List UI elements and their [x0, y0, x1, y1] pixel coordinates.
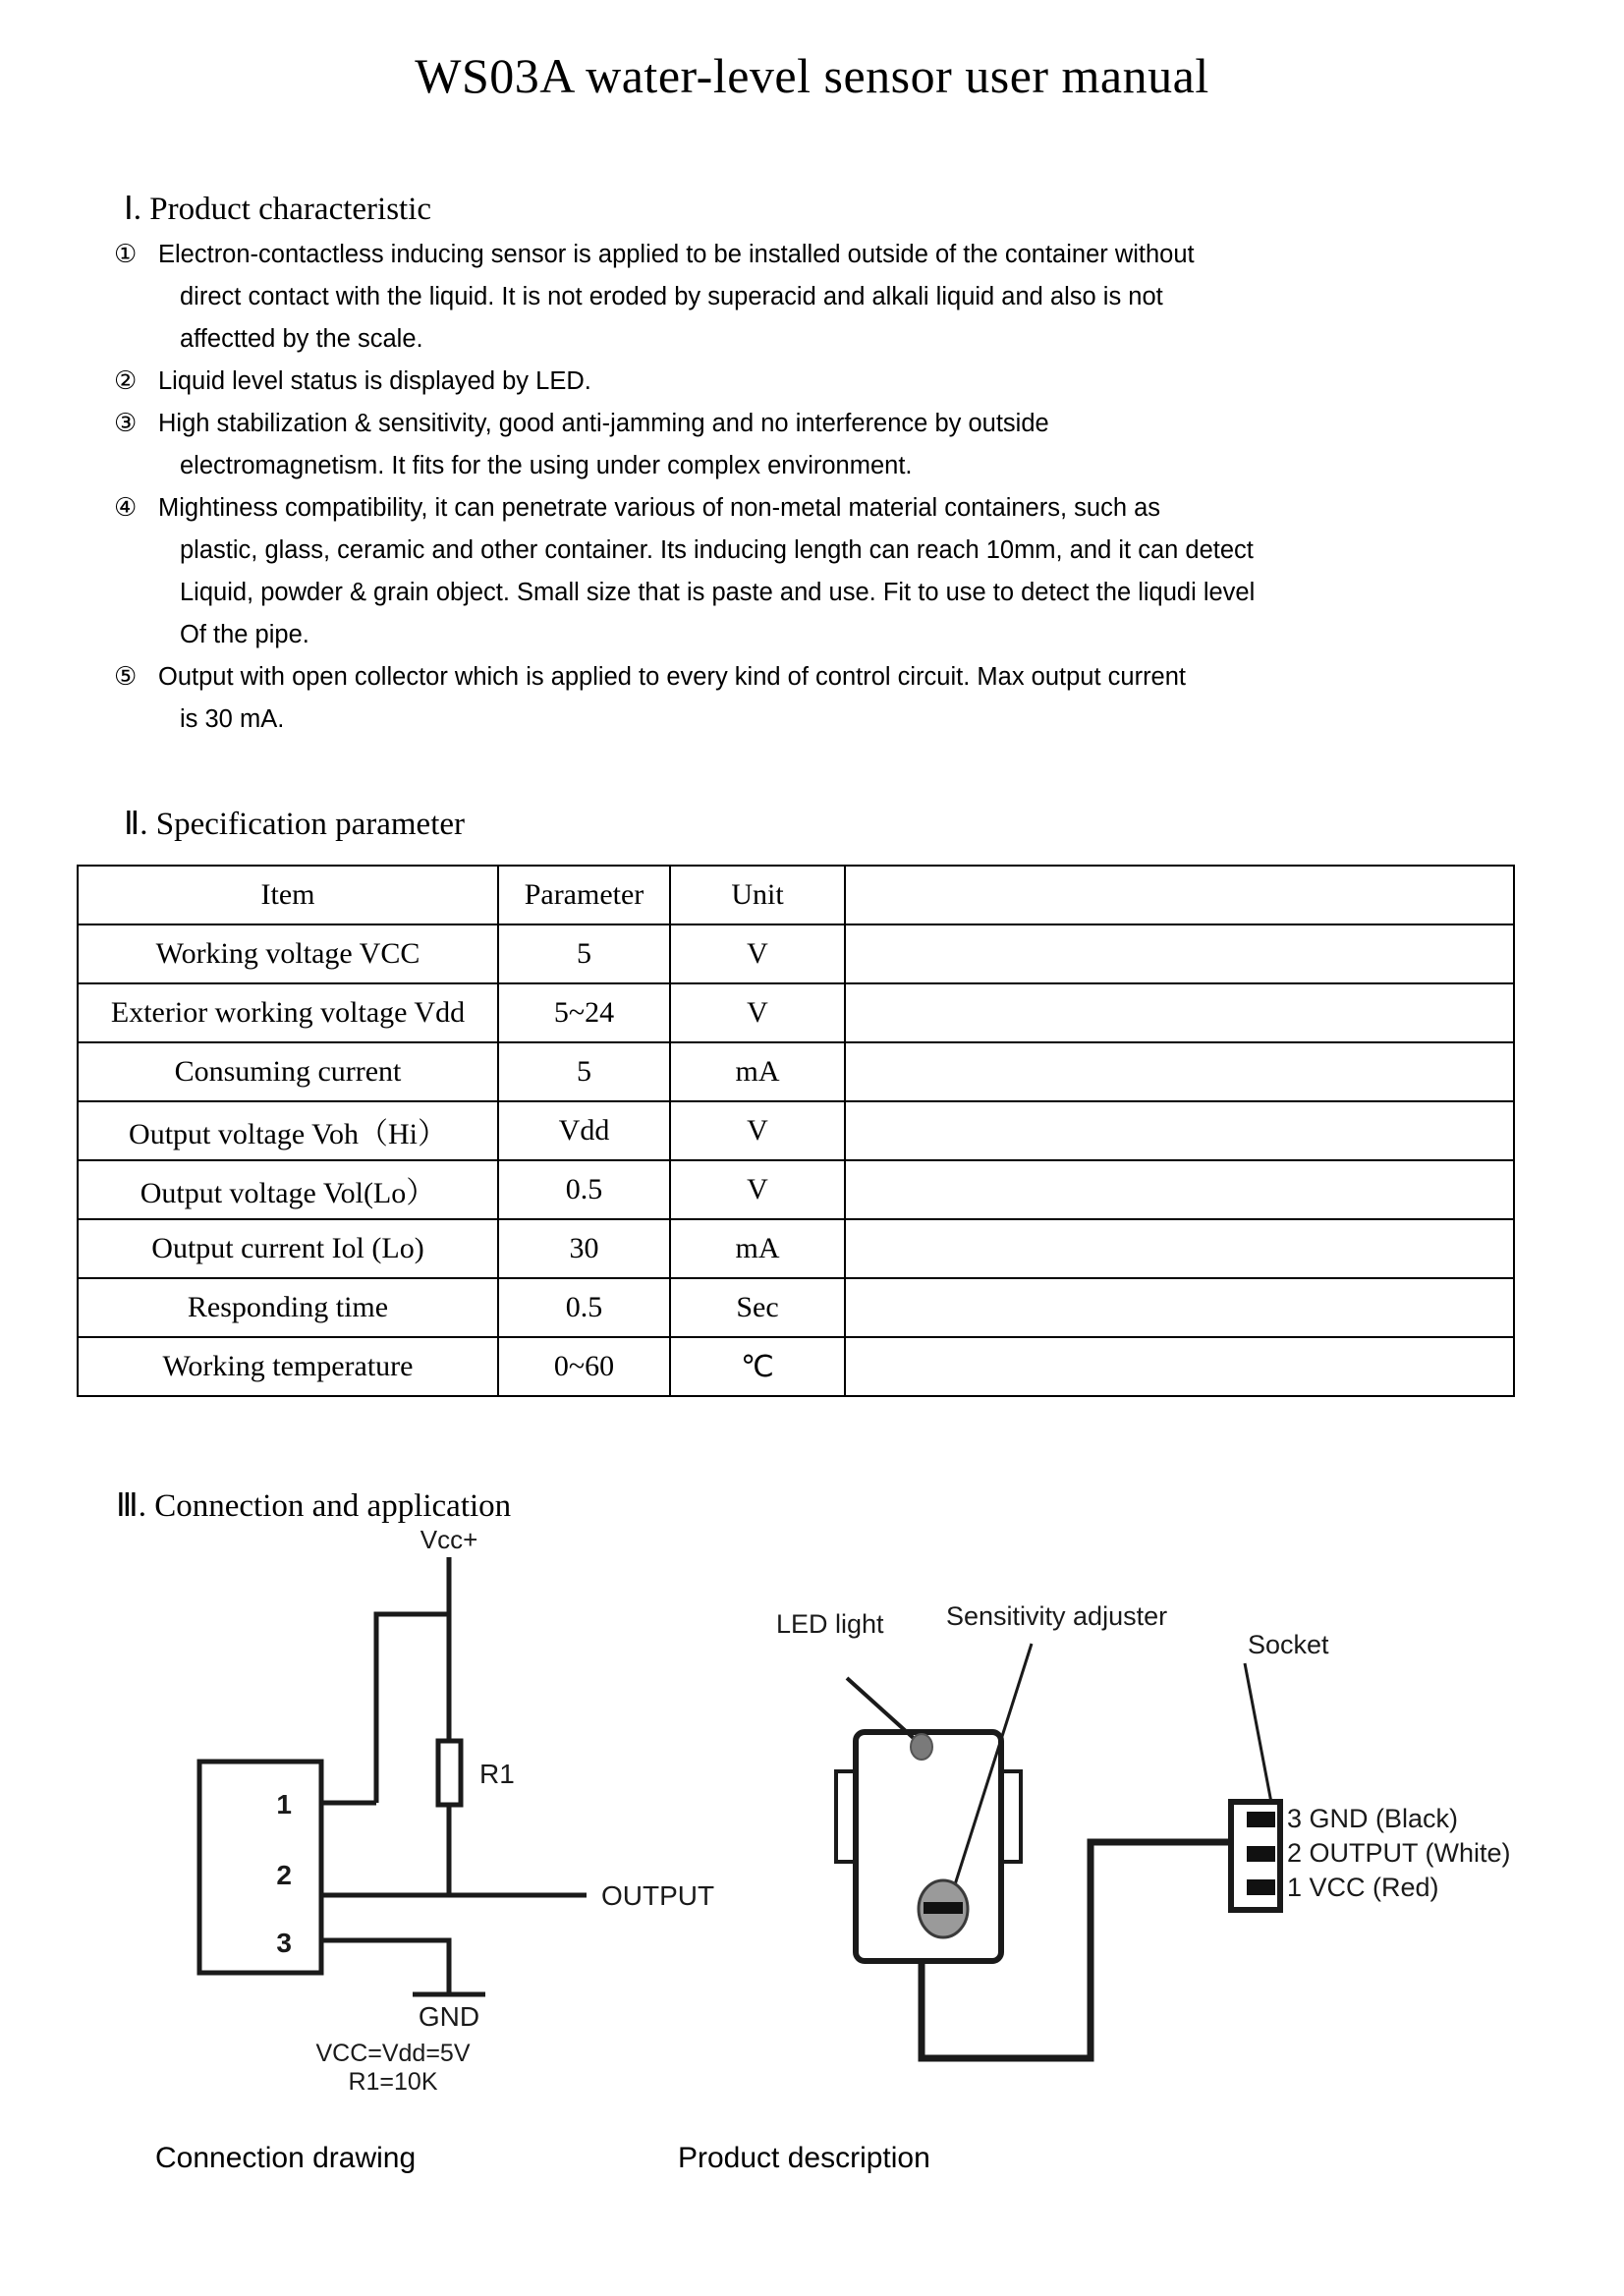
- table-cell-blank: [845, 1219, 1514, 1278]
- table-cell-parameter: 5: [498, 1042, 670, 1101]
- socket-label: Socket: [1248, 1630, 1329, 1659]
- text-line: High stabilization & sensitivity, good anti-jamming and no interference by outside: [158, 410, 1049, 437]
- socket-leader-line: [1245, 1663, 1272, 1808]
- output-label: OUTPUT: [601, 1880, 715, 1911]
- table-cell-unit: ℃: [670, 1337, 845, 1396]
- table-cell-unit: Sec: [670, 1278, 845, 1337]
- pin-1-label: 1: [276, 1789, 292, 1820]
- text-line: plastic, glass, ceramic and other container. Its inducing length can reach 10mm, and it can detect: [180, 536, 1254, 564]
- table-cell-unit: mA: [670, 1042, 845, 1101]
- table-cell-parameter: 0.5: [498, 1160, 670, 1219]
- product-characteristic-list: [114, 234, 1489, 741]
- table-cell-blank: [845, 1042, 1514, 1101]
- sensitivity-adjuster-label: Sensitivity adjuster: [946, 1601, 1168, 1631]
- table-cell-parameter: 30: [498, 1219, 670, 1278]
- socket-pin-2-label: 2 OUTPUT (White): [1287, 1838, 1511, 1868]
- socket-pin-1-label: 1 VCC (Red): [1287, 1873, 1439, 1902]
- text-line: Output with open collector which is applied to every kind of control circuit. Max output current: [158, 663, 1187, 691]
- table-cell-blank: [845, 1101, 1514, 1160]
- circuit-note-line1: VCC=Vdd=5V: [315, 2040, 471, 2067]
- product-description-drawing: [776, 1601, 1511, 2058]
- table-cell-item: Output voltage Voh（Hi）: [78, 1101, 498, 1160]
- socket-pin-3-label: 3 GND (Black): [1287, 1804, 1459, 1833]
- table-cell-parameter: 5~24: [498, 983, 670, 1042]
- socket-pin-2: [1247, 1846, 1275, 1862]
- section-heading-specification-parameter: Ⅱ. Specification parameter: [124, 807, 465, 842]
- table-header-row: [78, 866, 1514, 924]
- list-marker: ②: [114, 366, 138, 396]
- text-line: affectted by the scale.: [180, 325, 423, 353]
- list-item-text: [158, 487, 1489, 656]
- table-cell-unit: mA: [670, 1219, 845, 1278]
- list-item: [114, 403, 1489, 487]
- table-row: [78, 1160, 1514, 1219]
- table-header-cell: [845, 866, 1514, 924]
- table-cell-item: Consuming current: [78, 1042, 498, 1101]
- list-item-text: [158, 234, 1489, 361]
- list-item-text: [158, 403, 1489, 487]
- page-title: WS03A water-level sensor user manual: [415, 48, 1209, 103]
- table-header-cell: Unit: [670, 866, 845, 924]
- text-line: Liquid, powder & grain object. Small size that is paste and use. Fit to use to detect the liqudi level: [180, 579, 1256, 606]
- socket-pin-1: [1247, 1879, 1275, 1895]
- list-item-text: [158, 361, 1489, 403]
- gnd-wire: [321, 1940, 449, 1994]
- text-line: Of the pipe.: [180, 621, 309, 648]
- table-row: [78, 924, 1514, 983]
- table-cell-item: Output voltage Vol(Lo）: [78, 1160, 498, 1219]
- caption-connection-drawing: Connection drawing: [155, 2142, 417, 2174]
- diagrams-area: [0, 1523, 1624, 2152]
- table-cell-item: Exterior working voltage Vdd: [78, 983, 498, 1042]
- caption-product-description: Product description: [678, 2142, 930, 2174]
- table-header-cell: Item: [78, 866, 498, 924]
- list-marker: ④: [114, 493, 138, 523]
- text-line: direct contact with the liquid. It is not eroded by superacid and alkali liquid and also is not: [180, 283, 1163, 310]
- led-light-label: LED light: [776, 1609, 884, 1639]
- circuit-note-line2: R1=10K: [348, 2068, 438, 2096]
- connection-drawing: [199, 1525, 714, 2096]
- section-heading-connection-and-application: Ⅲ. Connection and application: [116, 1488, 512, 1524]
- led-indicator-icon: [911, 1734, 932, 1760]
- text-line: is 30 mA.: [180, 705, 285, 733]
- table-row: [78, 1219, 1514, 1278]
- resistor-label: R1: [479, 1759, 515, 1789]
- socket-pin-3: [1247, 1812, 1275, 1827]
- table-row: [78, 1278, 1514, 1337]
- table-cell-unit: V: [670, 1160, 845, 1219]
- list-marker: ③: [114, 409, 138, 438]
- table-cell-unit: V: [670, 924, 845, 983]
- table-row: [78, 1101, 1514, 1160]
- section-heading-product-characteristic: Ⅰ. Product characteristic: [124, 192, 432, 227]
- resistor-r1-symbol: [438, 1741, 461, 1805]
- list-item: [114, 656, 1489, 741]
- table-cell-parameter: 0.5: [498, 1278, 670, 1337]
- table-cell-item: Responding time: [78, 1278, 498, 1337]
- pin-2-label: 2: [276, 1860, 292, 1890]
- table-cell-blank: [845, 983, 1514, 1042]
- table-cell-item: Output current Iol (Lo): [78, 1219, 498, 1278]
- gnd-label: GND: [418, 2001, 480, 2032]
- pin-3-label: 3: [276, 1928, 292, 1958]
- table-cell-parameter: 5: [498, 924, 670, 983]
- text-line: Electron-contactless inducing sensor is applied to be installed outside of the container without: [158, 241, 1195, 268]
- sensor-body-outline: [199, 1762, 321, 1973]
- table-header-cell: Parameter: [498, 866, 670, 924]
- table-cell-blank: [845, 1337, 1514, 1396]
- list-item: [114, 234, 1489, 361]
- table-cell-blank: [845, 924, 1514, 983]
- table-cell-parameter: Vdd: [498, 1101, 670, 1160]
- table-cell-blank: [845, 1160, 1514, 1219]
- table-cell-blank: [845, 1278, 1514, 1337]
- adjuster-slot-icon: [924, 1902, 963, 1914]
- table-cell-item: Working voltage VCC: [78, 924, 498, 983]
- list-marker: ⑤: [114, 662, 138, 692]
- vcc-label: Vcc+: [420, 1525, 478, 1554]
- table-cell-unit: V: [670, 983, 845, 1042]
- table-row: [78, 1337, 1514, 1396]
- text-line: electromagnetism. It fits for the using under complex environment.: [180, 452, 913, 479]
- table-cell-item: Working temperature: [78, 1337, 498, 1396]
- specification-table: [77, 865, 1515, 1397]
- table-cell-parameter: 0~60: [498, 1337, 670, 1396]
- list-item: [114, 487, 1489, 656]
- table-row: [78, 1042, 1514, 1101]
- diagrams-svg: [0, 1523, 1624, 2152]
- list-marker: ①: [114, 240, 138, 269]
- list-item: [114, 361, 1489, 403]
- table-row: [78, 983, 1514, 1042]
- text-line: Liquid level status is displayed by LED.: [158, 367, 591, 395]
- text-line: Mightiness compatibility, it can penetrate various of non-metal material containers, such as: [158, 494, 1161, 522]
- list-item-text: [158, 656, 1489, 741]
- table-cell-unit: V: [670, 1101, 845, 1160]
